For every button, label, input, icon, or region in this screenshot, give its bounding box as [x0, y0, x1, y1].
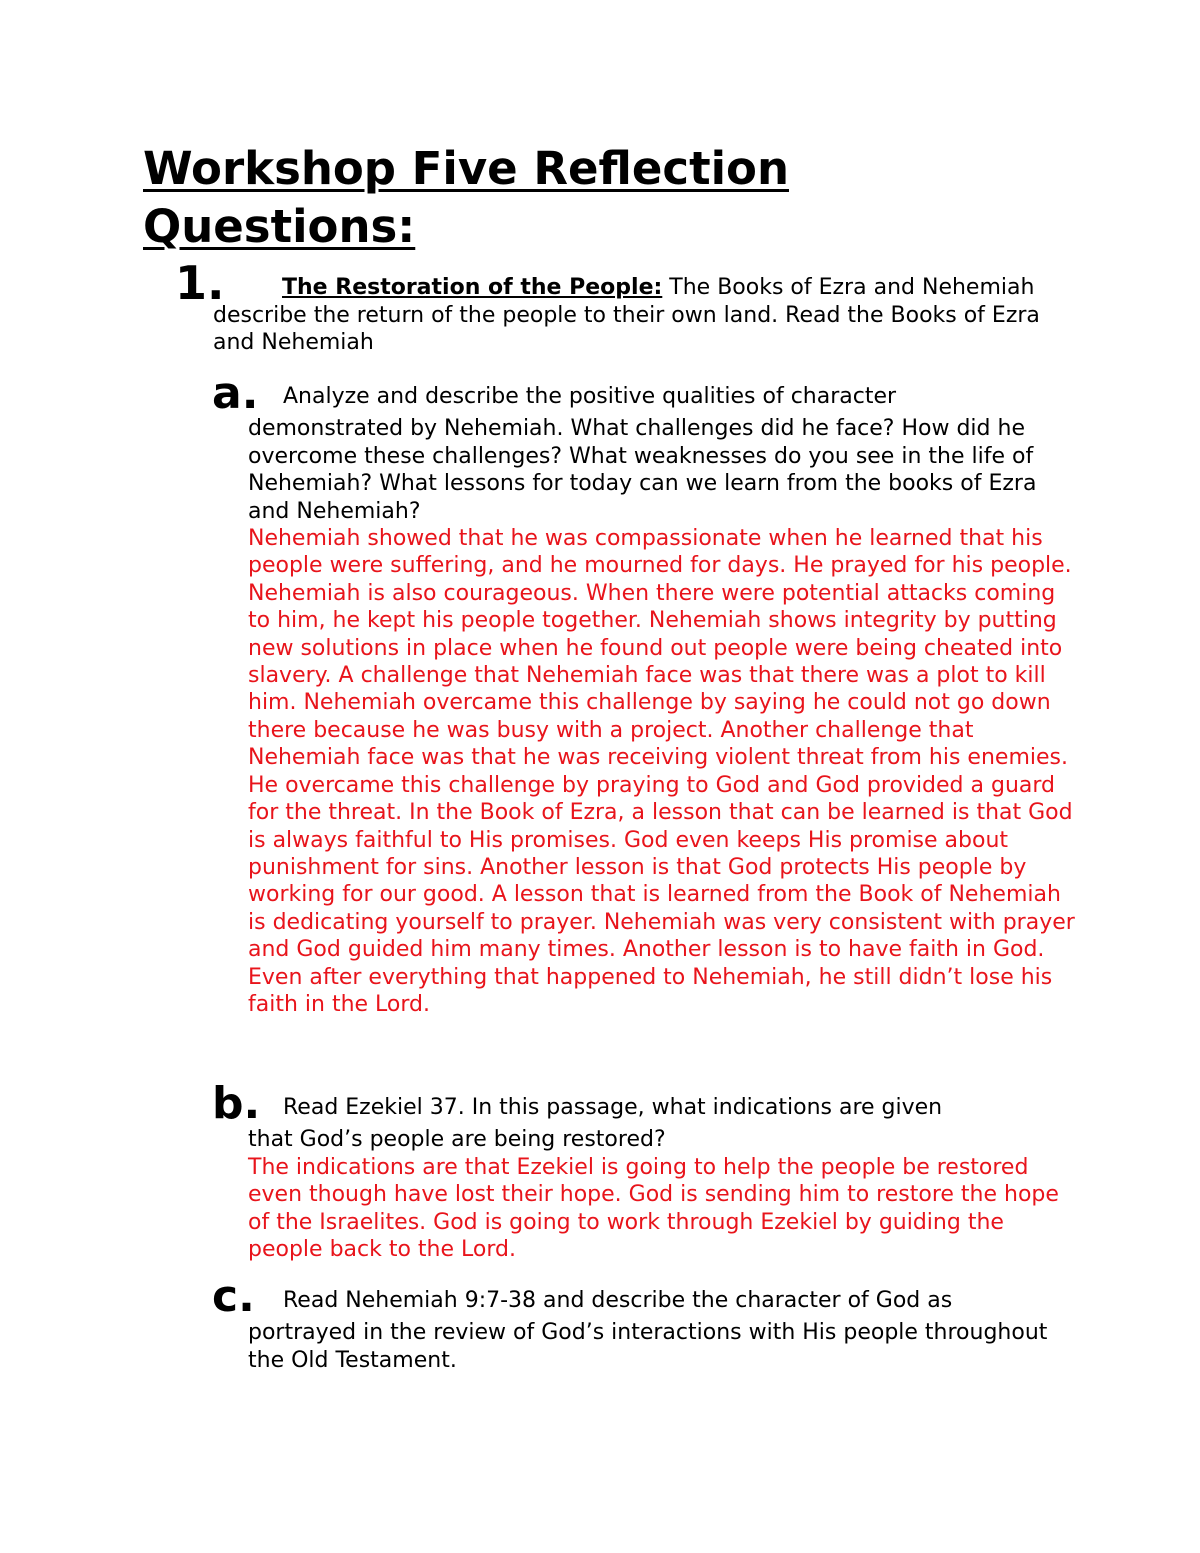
part-b-prompt: that God’s people are being restored? [248, 1127, 666, 1153]
part-c-prompt: portrayed in the review of God’s interactions with His people throughout the Old Testament. [248, 1320, 1048, 1373]
page-title: Workshop Five Reflection Questions: [143, 142, 789, 253]
part-a-first-line: Analyze and describe the positive qualities of character [283, 384, 897, 409]
question-text [213, 274, 1073, 357]
part-a-block [248, 383, 1078, 1018]
part-c-first-line: Read Nehemiah 9:7-38 and describe the character of God as [283, 1288, 953, 1313]
question-text-rest: Nehemiah describe the return of the people to their own land. Read the Books of Ezra and Nehemiah [213, 275, 1040, 355]
part-a-letter: a. [212, 368, 259, 419]
part-c-letter: c. [212, 1271, 255, 1322]
part-b-first-line: Read Ezekiel 37. In this passage, what indications are given [283, 1095, 943, 1120]
part-b-letter: b. [212, 1078, 261, 1129]
question-heading: The Restoration of the People: [282, 275, 663, 300]
part-c-block [248, 1287, 1078, 1374]
question-text-first: The Books of Ezra and [669, 275, 915, 300]
part-b-block [248, 1094, 1078, 1263]
part-a-answer: Nehemiah showed that he was compassionate when he learned that his people were suffering, and he mourned for days. He prayed for his people. Nehemiah is also courageous. When there were potential attacks coming to him, he kept his people together. Nehemiah shows integrity by putting new solutions in place when he found out people were being cheated into slavery. A challenge that Nehemiah face was that there was a plot to kill him. Nehemiah overcame this challenge by saying he could not go down there because he was busy with a project. Another challenge that Nehemiah face was that he was receiving violent threat from his enemies. He overcame this challenge by praying to God and God provided a guard for the threat. In the Book of Ezra, a lesson that can be learned is that God is always faithful to His promises. God even keeps His promise about punishment for sins. Another lesson is that God protects His people by working for our good. A lesson that is learned from the Book of Nehemiah is dedicating yourself to prayer. Nehemiah was very consistent with prayer and God guided him many times. Another lesson is to have faith in God. Even after everything that happened to Nehemiah, he still didn’t lose his faith in the Lord. [248, 526, 1075, 1017]
part-a-prompt: demonstrated by Nehemiah. What challenges did he face? How did he overcome these challenges? What weaknesses do you see in the life of Nehemiah? What lessons for today can we learn from the books of Ezra and Nehemiah? [248, 416, 1037, 524]
part-b-answer: The indications are that Ezekiel is going to help the people be restored even though have lost their hope. God is sending him to restore the hope of the Israelites. God is going to work through Ezekiel by guiding the people back to the Lord. [248, 1154, 1059, 1263]
question-number: 1. [175, 256, 225, 310]
